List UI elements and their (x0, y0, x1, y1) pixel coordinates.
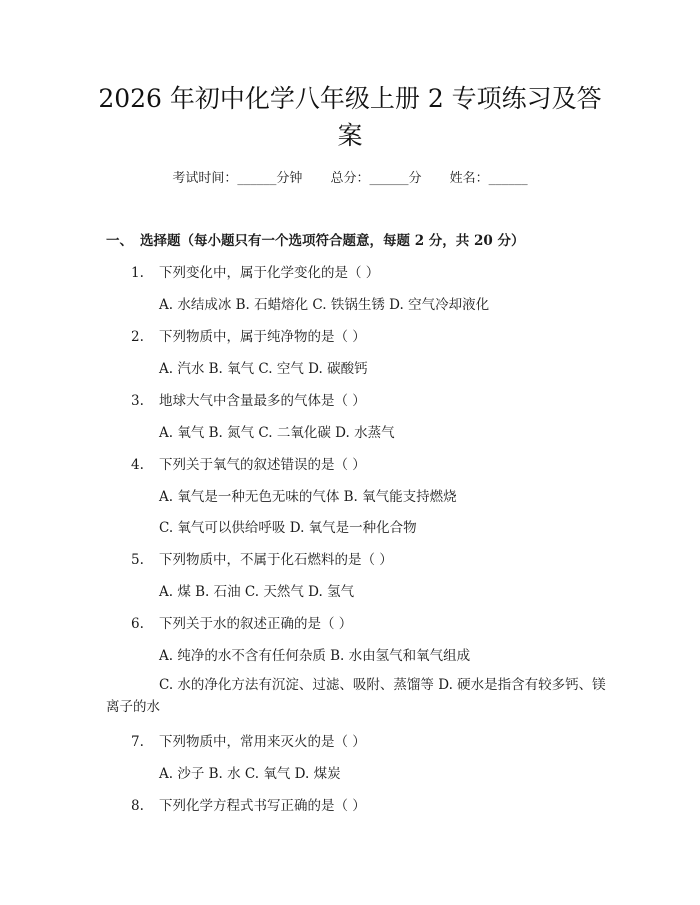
question-2-options: A. 汽水 B. 氧气 C. 空气 D. 碳酸钙 (159, 361, 368, 377)
page-title: 2026 年初中化学八年级上册 2 专项练习及答 (98, 84, 602, 113)
question-1 (131, 261, 379, 281)
question-7 (131, 730, 366, 750)
exam-score: 总分：______分 (330, 171, 422, 186)
question-number: 3. (131, 393, 144, 409)
question-number: 7. (131, 734, 144, 750)
question-number: 4. (131, 457, 144, 473)
question-3 (131, 389, 366, 409)
exam-time: 考试时间：______分钟 (172, 171, 303, 186)
question-3-options: A. 氧气 B. 氮气 C. 二氧化碳 D. 水蒸气 (159, 425, 395, 441)
section-heading (106, 229, 524, 249)
question-number: 1. (131, 265, 144, 281)
question-8 (131, 794, 366, 814)
question-text: 下列变化中，属于化学变化的是（ ） (159, 265, 380, 281)
exam-name: 姓名：______ (449, 171, 528, 186)
section-number: 一、 (106, 233, 133, 249)
question-text: 下列物质中，不属于化石燃料的是（ ） (159, 552, 393, 568)
question-4-options-line2: C. 氧气可以供给呼吸 D. 氧气是一种化合物 (159, 520, 417, 536)
question-6 (131, 612, 352, 632)
question-text: 下列关于氧气的叙述错误的是（ ） (159, 457, 366, 473)
question-number: 6. (131, 616, 144, 632)
section-title: 选择题（每小题只有一个选项符合题意，每题 2 分，共 20 分） (140, 233, 525, 249)
question-number: 5. (131, 552, 144, 568)
question-5-options: A. 煤 B. 石油 C. 天然气 D. 氢气 (159, 584, 355, 600)
page-title-continued: 案 (337, 121, 363, 150)
question-7-options: A. 沙子 B. 水 C. 氧气 D. 煤炭 (159, 766, 341, 782)
question-1-options: A. 水结成冰 B. 石蜡熔化 C. 铁锅生锈 D. 空气冷却液化 (159, 297, 490, 313)
question-number: 8. (131, 798, 144, 814)
exam-info (0, 167, 700, 186)
question-4-options-line1: A. 氧气是一种无色无味的气体 B. 氧气能支持燃烧 (159, 489, 457, 505)
question-2 (131, 325, 366, 345)
question-text: 下列物质中，属于纯净物的是（ ） (159, 329, 366, 345)
question-text: 下列化学方程式书写正确的是（ ） (159, 798, 366, 814)
question-6-options-line2: C. 水的净化方法有沉淀、过滤、吸附、蒸馏等 D. 硬水是指含有较多钙、镁离子的水 (106, 677, 606, 715)
question-text: 地球大气中含量最多的气体是（ ） (159, 393, 366, 409)
question-4 (131, 453, 366, 473)
question-6-options-line1: A. 纯净的水不含有任何杂质 B. 水由氢气和氧气组成 (159, 648, 471, 664)
question-5 (131, 548, 393, 568)
question-text: 下列物质中，常用来灭火的是（ ） (159, 734, 366, 750)
question-number: 2. (131, 329, 144, 345)
question-text: 下列关于水的叙述正确的是（ ） (159, 616, 353, 632)
